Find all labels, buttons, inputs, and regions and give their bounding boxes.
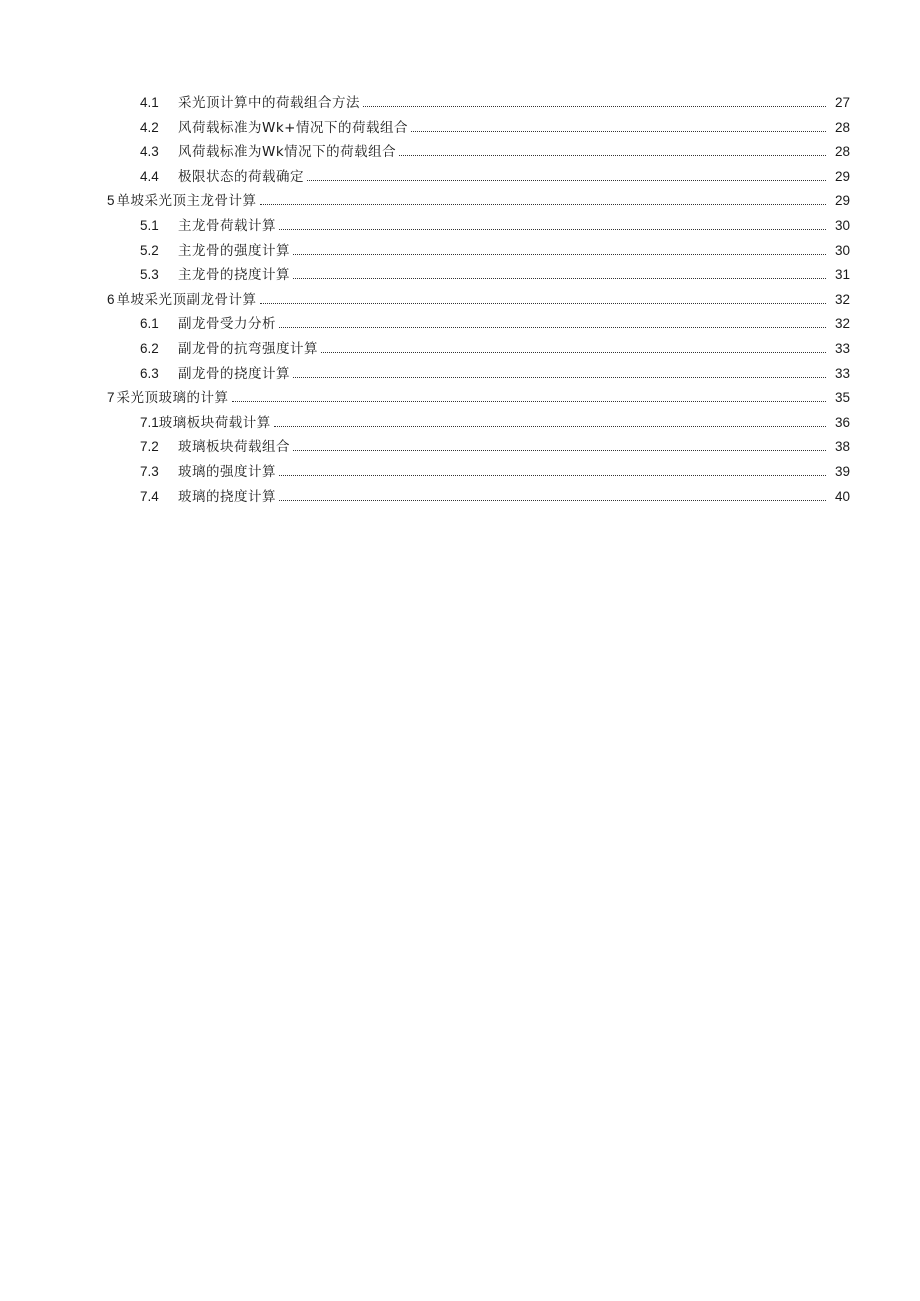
toc-dot-leader	[274, 411, 826, 436]
toc-entry-5-1[interactable]	[0, 214, 920, 239]
toc-entry-7-4[interactable]	[0, 485, 920, 510]
toc-entry-page: 28	[834, 119, 850, 135]
toc-entry-number: 7.3	[140, 463, 159, 479]
toc-entry-title: 采光顶玻璃的计算	[116, 390, 229, 407]
toc-entry-page: 29	[834, 168, 850, 184]
toc-dot-leader	[279, 214, 826, 239]
toc-entry-title: 单坡采光顶主龙骨计算	[116, 193, 257, 210]
toc-entry-title: 副龙骨受力分析	[178, 316, 276, 333]
toc-entry-7-1[interactable]	[0, 411, 920, 436]
toc-dot-leader	[279, 460, 826, 485]
toc-entry-5-2[interactable]	[0, 239, 920, 264]
toc-entry-number: 6	[107, 291, 115, 307]
toc-list	[0, 91, 920, 509]
toc-entry-7-2[interactable]	[0, 435, 920, 460]
toc-entry-6-2[interactable]	[0, 337, 920, 362]
toc-entry-title: 副龙骨的抗弯强度计算	[178, 340, 318, 357]
toc-entry-number: 7.1	[140, 414, 159, 430]
toc-entry-number: 4.3	[140, 144, 159, 160]
toc-entry-title: 玻璃板块荷载组合	[178, 439, 290, 456]
toc-entry-title: 采光顶计算中的荷载组合方法	[178, 95, 360, 111]
toc-entry-number: 6.2	[140, 340, 159, 356]
toc-entry-page: 32	[834, 291, 850, 307]
toc-dot-leader	[279, 312, 826, 337]
toc-entry-page: 38	[834, 439, 850, 455]
toc-entry-page: 32	[834, 316, 850, 332]
toc-entry-title: 玻璃的挠度计算	[178, 488, 276, 505]
toc-entry-4-4[interactable]	[0, 165, 920, 190]
toc-entry-5[interactable]	[0, 189, 920, 214]
toc-entry-page: 36	[834, 414, 850, 430]
toc-dot-leader	[232, 386, 826, 411]
toc-dot-leader	[260, 288, 826, 313]
toc-entry-6-3[interactable]	[0, 362, 920, 387]
toc-entry-page: 29	[834, 193, 850, 209]
toc-dot-leader	[321, 337, 826, 362]
toc-dot-leader	[260, 189, 826, 214]
toc-entry-title: 副龙骨的挠度计算	[178, 365, 290, 382]
toc-entry-title: 主龙骨荷载计算	[178, 217, 276, 234]
toc-entry-number: 6.1	[140, 316, 159, 332]
toc-entry-5-3[interactable]	[0, 263, 920, 288]
toc-entry-7-3[interactable]	[0, 460, 920, 485]
toc-entry-number: 5	[107, 193, 115, 209]
toc-entry-number: 5.3	[140, 267, 159, 283]
toc-dot-leader	[399, 140, 826, 165]
toc-entry-title: 主龙骨的挠度计算	[178, 267, 290, 284]
toc-entry-number: 4.1	[140, 95, 159, 110]
toc-entry-6[interactable]	[0, 288, 920, 313]
toc-entry-number: 7.2	[140, 439, 159, 455]
toc-dot-leader	[293, 239, 826, 264]
toc-entry-number: 5.1	[140, 217, 159, 233]
toc-entry-title: 风荷载标准为Wk情况下的荷载组合	[178, 144, 397, 161]
toc-entry-title: 玻璃板块荷载计算	[158, 414, 271, 431]
toc-entry-page: 39	[834, 463, 850, 479]
toc-entry-number: 4.4	[140, 168, 159, 184]
toc-entry-number: 6.3	[140, 365, 159, 381]
toc-entry-page: 27	[834, 95, 850, 110]
toc-dot-leader	[293, 362, 826, 387]
toc-entry-7[interactable]	[0, 386, 920, 411]
toc-entry-title: 玻璃的强度计算	[178, 463, 276, 480]
toc-dot-leader	[293, 263, 826, 288]
toc-entry-page: 31	[834, 267, 850, 283]
toc-entry-page: 30	[834, 217, 850, 233]
table-of-contents	[0, 91, 920, 509]
toc-entry-4-2[interactable]	[0, 116, 920, 141]
toc-entry-page: 30	[834, 242, 850, 258]
toc-entry-4-1[interactable]	[0, 91, 920, 116]
toc-entry-number: 5.2	[140, 242, 159, 258]
toc-dot-leader	[293, 435, 826, 460]
toc-entry-title: 主龙骨的强度计算	[178, 242, 290, 259]
toc-entry-page: 35	[834, 390, 850, 406]
toc-dot-leader	[363, 91, 826, 116]
toc-entry-page: 40	[834, 488, 850, 504]
toc-dot-leader	[411, 116, 826, 141]
toc-entry-title: 极限状态的荷载确定	[178, 168, 304, 185]
toc-entry-title: 风荷载标准为Wk+情况下的荷载组合	[178, 119, 408, 136]
toc-dot-leader	[279, 485, 826, 510]
toc-entry-number: 7.4	[140, 488, 159, 504]
toc-entry-page: 28	[834, 144, 850, 160]
toc-entry-page: 33	[834, 340, 850, 356]
toc-entry-title: 单坡采光顶副龙骨计算	[116, 291, 257, 308]
toc-entry-6-1[interactable]	[0, 312, 920, 337]
toc-entry-number: 7	[107, 390, 115, 406]
toc-entry-page: 33	[834, 365, 850, 381]
toc-entry-number: 4.2	[140, 119, 159, 135]
toc-entry-4-3[interactable]	[0, 140, 920, 165]
toc-dot-leader	[307, 165, 826, 190]
